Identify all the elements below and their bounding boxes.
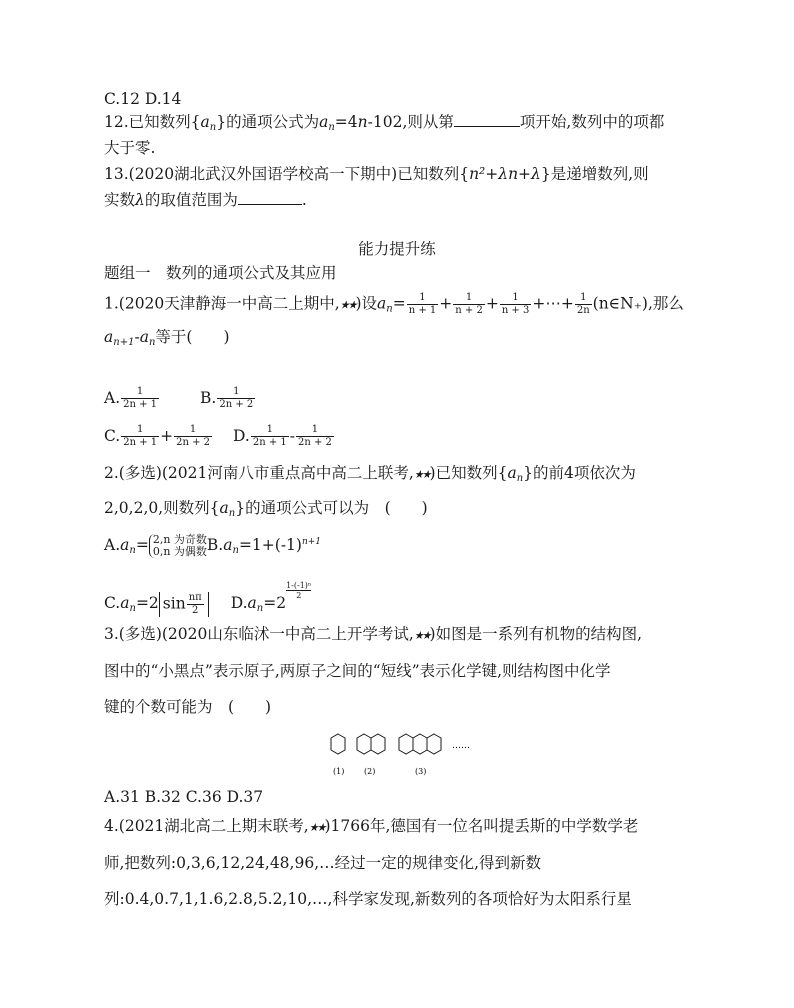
hexagon-structure-figure bbox=[320, 728, 480, 784]
q2-options-cd bbox=[104, 581, 311, 620]
difficulty-stars: ★★ bbox=[308, 821, 325, 834]
fig-caption-1: (1) bbox=[333, 767, 345, 776]
group-heading: 题组一 数列的通项公式及其应用 bbox=[104, 264, 337, 282]
difficulty-stars: ★★ bbox=[413, 629, 430, 642]
section-title: 能力提升练 bbox=[358, 240, 436, 258]
q1-option-b[interactable]: B. $\frac{1}{2n + 2}$ bbox=[200, 386, 254, 410]
q1-line2: $a_{n+1}-a_n$等于( ) bbox=[104, 328, 230, 348]
q2-line1: 2.(多选)(2021河南八市重点高中高二上联考,★★)已知数列$\{a_n\}$的前4项依次为 bbox=[104, 464, 636, 484]
q4-line2: 师,把数列:0,3,6,12,24,48,96,…经过一定的规律变化,得到新数 bbox=[104, 854, 542, 872]
fig-caption-2: (2) bbox=[364, 767, 376, 776]
q1-options-cd bbox=[104, 424, 335, 449]
q13-line2: 实数λ的取值范围为 . bbox=[104, 191, 307, 209]
fig-ellipsis: …… bbox=[452, 741, 470, 751]
q2-option-c[interactable]: $C.a_n=2$ sin $\frac{n\pi}{2}$ bbox=[104, 594, 209, 612]
q12-line2: 大于零. bbox=[104, 139, 156, 157]
q13-line1: 13.(2020湖北武汉外国语学校高一下期中)已知数列{n²+λn+λ}是递增数列,则 bbox=[104, 165, 649, 183]
q1-option-a[interactable]: A. $\frac{1}{2n + 1}$ bbox=[104, 386, 158, 410]
q3-line2: 图中的“小黑点”表示原子,两原子之间的“短线”表示化学键,则结构图中化学 bbox=[104, 662, 611, 680]
q4-line3: 列:0.4,0.7,1,1.6,2.8,5.2,10,…,科学家发现,新数列的各项恰好为太阳系行星 bbox=[104, 890, 632, 908]
q2-option-b[interactable]: $B.a_n=1+(-1)^{n+1}$ bbox=[206, 536, 322, 556]
q3-options: A.31 B.32 C.36 D.37 bbox=[104, 788, 264, 806]
q1-options-ab bbox=[104, 386, 256, 411]
q13-answer-blank[interactable] bbox=[238, 190, 302, 205]
q1-option-c[interactable]: C. $\frac{1}{2n + 1}$ + $\frac{1}{2n + 2}$ bbox=[104, 424, 211, 448]
q2-line2: 2,0,2,0,则数列$\{a_n\}$的通项公式可以为 ( ) bbox=[104, 499, 428, 519]
difficulty-stars: ★★ bbox=[339, 298, 356, 312]
q12-answer-blank[interactable] bbox=[454, 112, 520, 127]
difficulty-stars: ★★ bbox=[413, 468, 430, 481]
fig-caption-3: (3) bbox=[415, 767, 427, 776]
q3-line1: 3.(多选)(2020山东临沭一中高二上开学考试,★★)如图是一系列有机物的结构图, bbox=[104, 625, 643, 643]
q1-option-d[interactable]: D. $\frac{1}{2n + 1}$ - $\frac{1}{2n + 2}$ bbox=[233, 424, 332, 448]
q3-line3: 键的个数可能为 ( ) bbox=[104, 698, 272, 716]
q4-line1: 4.(2021湖北高二上期末联考,★★)1766年,德国有一位名叫提丢斯的中学数学老 bbox=[104, 817, 639, 835]
q12-line1: 12.已知数列$\{a_n\}$的通项公式为$a_n=4n-102$,则从第 项开始,数列中的项都 bbox=[104, 113, 665, 133]
q2-option-d[interactable]: $D.a_n=2$ $\frac{\text{1-(-1)ⁿ}}{2}$ bbox=[230, 581, 312, 614]
q2-option-a[interactable]: $A.a_n=$ 2,n 为奇数 0,n 为偶数 bbox=[104, 533, 207, 558]
q1-line1: 1.(2020天津静海一中高二上期中,★★)设$a_n=$ $\frac{1}{n + 1}$ + $\frac{1}{n + 2}$ + $\frac{1}{n + 3}$ +⋯+ $\frac{1}{2n}$ (n∈N₊),那么 bbox=[104, 292, 684, 316]
prev-options: C.12 D.14 bbox=[104, 90, 182, 108]
q2-options-ab bbox=[104, 531, 321, 562]
